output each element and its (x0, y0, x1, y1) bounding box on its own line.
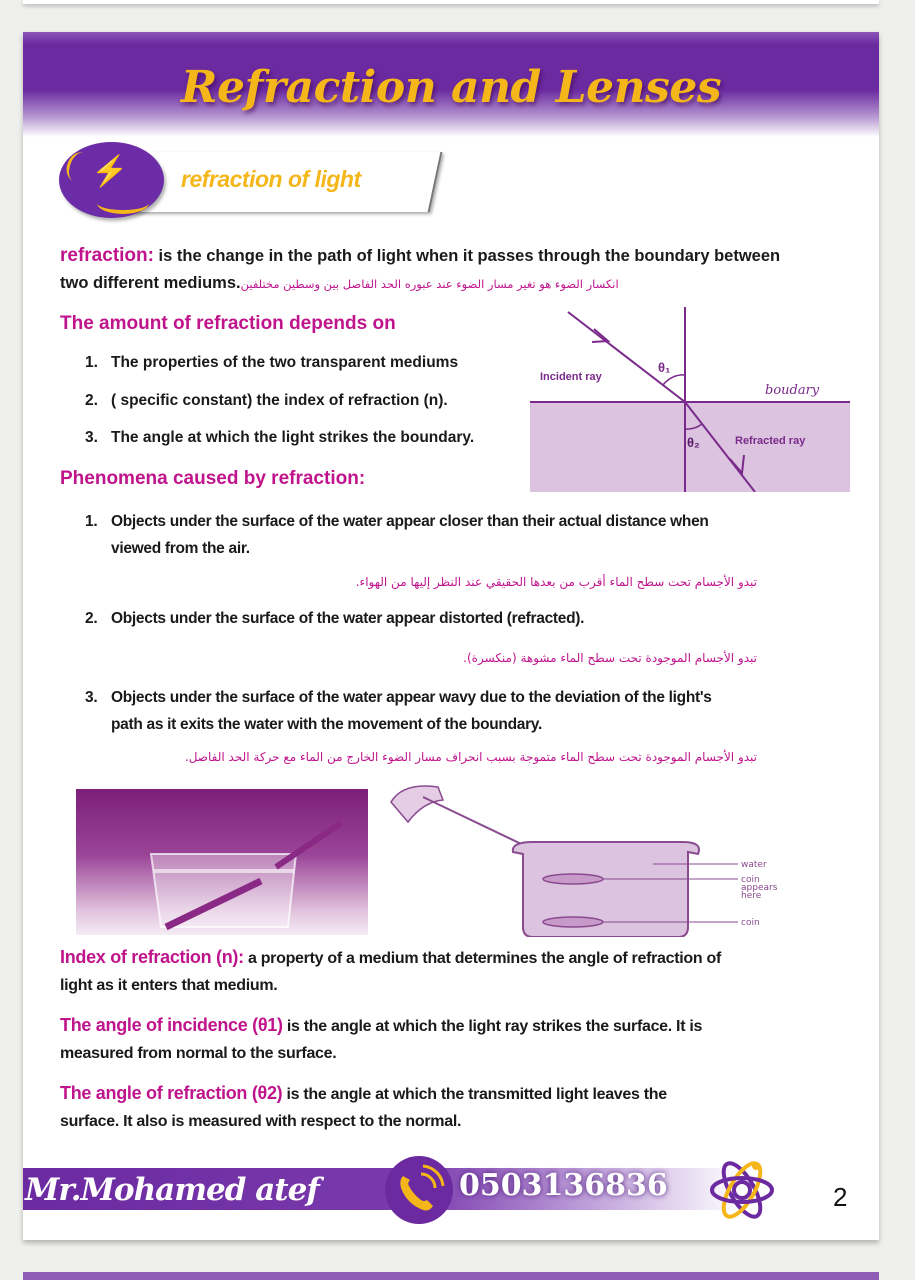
pencil-in-glass-photo (76, 789, 368, 935)
atom-icon (706, 1154, 778, 1226)
section-header (59, 140, 439, 220)
definition-refraction-angle: The angle of refraction (θ2) is the angle at which the transmitted light leaves the surface. It also is measured with respect to the normal. (60, 1083, 667, 1130)
lightning-bolt-icon: ⚡ (59, 142, 164, 218)
phenomena-item: 3. Objects under the surface of the water appear wavy due to the deviation of the light's path as it exits the water with the movement of the boundary. (85, 689, 712, 733)
page-footer (23, 1154, 879, 1224)
phenomena-arabic: تبدو الأجسام تحت سطح الماء أقرب من بعدها الحقيقي عند النظر إليها من الهواء. (355, 575, 757, 589)
coin-beaker-diagram (383, 782, 783, 937)
water-surface (154, 869, 294, 873)
water-label: water (741, 860, 767, 870)
depends-heading: The amount of refraction depends on (60, 313, 396, 334)
refraction-diagram (530, 307, 850, 492)
phone-number: 0503136836 (459, 1168, 668, 1203)
depends-item: 1. The properties of the two transparent mediums (85, 354, 459, 371)
definition-term: refraction: (60, 245, 154, 266)
coin-appears-label: coin (741, 875, 760, 885)
phenomena-item: 2. Objects under the surface of the water appear distorted (refracted). (85, 610, 585, 627)
definition-index: Index of refraction (n): a property of a medium that determines the angle of refraction of light as it enters that medium. (60, 947, 721, 994)
incident-label: Incident ray (540, 371, 602, 383)
theta1-label: θ₁ (658, 360, 671, 375)
theta2-label: θ₂ (687, 435, 700, 450)
document-page (23, 32, 879, 1240)
definition-text-2: two different mediums. (60, 274, 241, 292)
previous-page-edge (23, 0, 879, 4)
teacher-name: Mr.Mohamed atef (25, 1172, 319, 1208)
section-label: refraction of light (181, 166, 361, 192)
definition-text-1: is the change in the path of light when it passes through the boundary between (153, 247, 781, 265)
title-banner (23, 32, 879, 137)
phenomena-arabic: تبدو الأجسام الموجودة تحت سطح الماء مشوهة (منكسرة). (463, 651, 757, 665)
refraction-definition (60, 242, 860, 298)
pencil-top (276, 823, 341, 867)
theta1-arc (663, 375, 685, 385)
depends-item: 3. The angle at which the light strikes the boundary. (85, 429, 475, 446)
coin-label: coin (741, 918, 760, 928)
incident-ray (568, 312, 685, 402)
depends-item: 2. ( specific constant) the index of refraction (n). (85, 392, 448, 409)
boundary-label: boudary (765, 383, 820, 398)
page-title: Refraction and Lenses (180, 62, 722, 113)
eye (391, 786, 443, 822)
coin-appears-label-2: appears (741, 883, 778, 893)
coin-appears-label-3: here (741, 891, 762, 901)
beaker-body (513, 842, 699, 937)
refracted-label: Refracted ray (735, 435, 806, 447)
definition-arabic: انكسار الضوء هو تغير مسار الضوء عند عبوره الحد الفاصل بين وسطين مختلفين (240, 277, 619, 291)
coin-real (543, 917, 603, 927)
phenomena-heading: Phenomena caused by refraction: (60, 468, 366, 489)
page-number: 2 (833, 1182, 848, 1212)
next-page-edge (23, 1272, 879, 1280)
phenomena-item: 1. Objects under the surface of the water appear closer than their actual distance when viewed from the air. (85, 513, 709, 557)
definition-incidence: The angle of incidence (θ1) is the angle at which the light ray strikes the surface. It is measured from normal to the surface. (60, 1015, 703, 1062)
phone-icon (385, 1156, 453, 1224)
phenomena-arabic: تبدو الأجسام الموجودة تحت سطح الماء متموجة بسبب انحراف مسار الضوء الخارج من الماء مع حركة الحد الفاصل. (184, 750, 757, 764)
glass (151, 854, 296, 927)
coin-apparent (543, 874, 603, 884)
